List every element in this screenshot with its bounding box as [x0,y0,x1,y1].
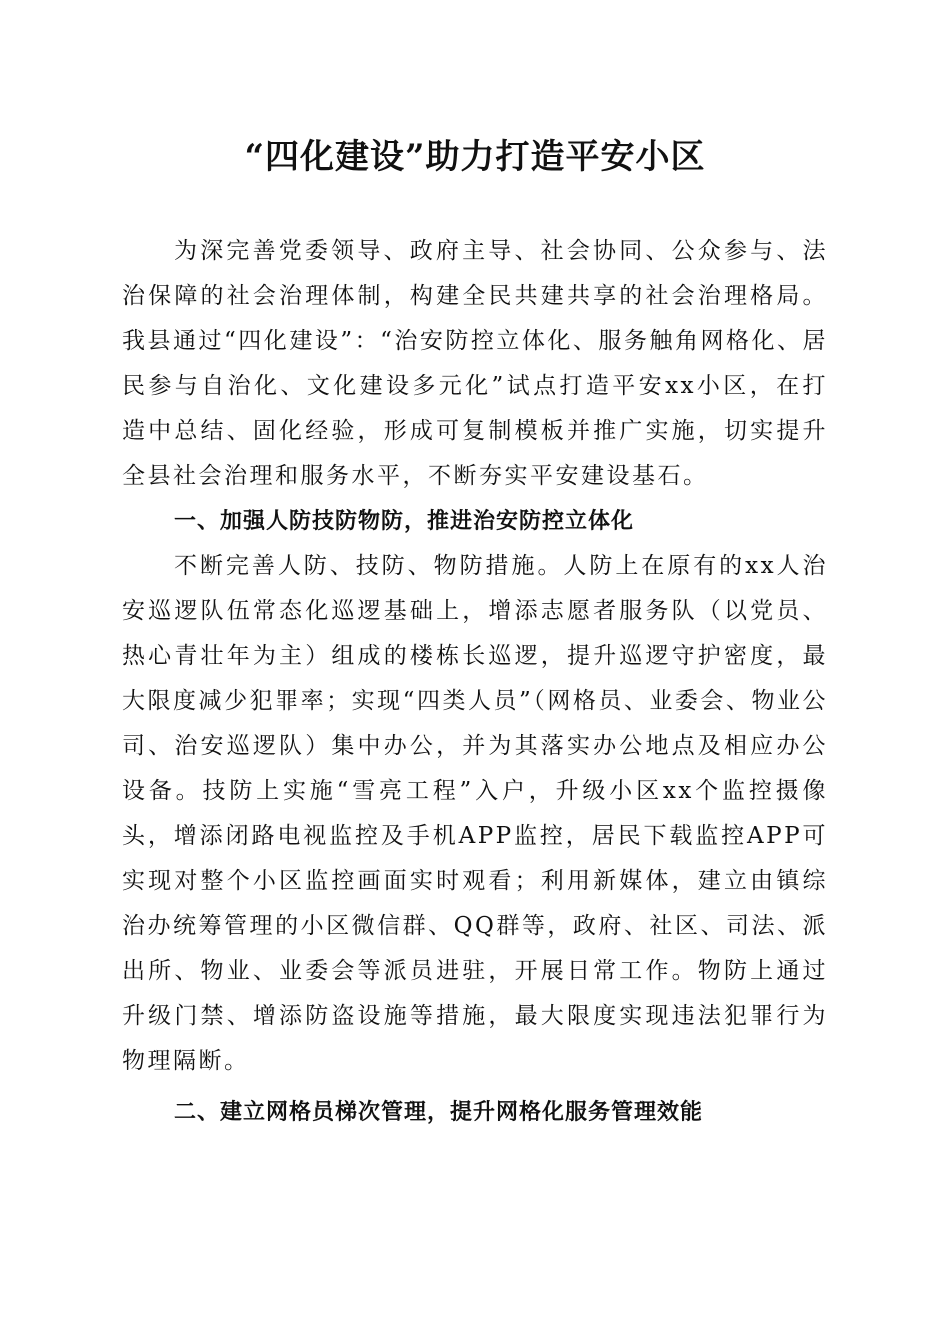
section-heading-2: 二、建立网格员梯次管理，提升网格化服务管理效能 [174,1100,704,1125]
intro-paragraph: 为深完善党委领导、政府主导、社会协同、公众参与、法治保障的社会治理体制，构建全民共建共享的社会治理格局。我县通过“四化建设”：“治安防控立体化、服务触角网格化、居民参与自治化、文化建设多元化”试点打造平安xx小区，在打造中总结、固化经验，形成可复制模板并推广实施，切实提升全县社会治理和服务水平，不断夯实平安建设基石。 [122,238,828,489]
section-heading-1: 一、加强人防技防物防，推进治安防控立体化 [174,509,635,534]
document-body [122,229,828,1135]
section-1-paragraph: 不断完善人防、技防、物防措施。人防上在原有的xx人治安巡逻队伍常态化巡逻基础上，增添志愿者服务队（以党员、热心青壮年为主）组成的楼栋长巡逻，提升巡逻守护密度，最大限度减少犯罪率；实现“四类人员”（网格员、业委会、物业公司、治安巡逻队）集中办公，并为其落实办公地点及相应办公设备。技防上实施“雪亮工程”入户，升级小区xx个监控摄像头，增添闭路电视监控及手机APP监控，居民下载监控APP可实现对整个小区监控画面实时观看；利用新媒体，建立由镇综治办统筹管理的小区微信群、QQ群等，政府、社区、司法、派出所、物业、业委会等派员进驻，开展日常工作。物防上通过升级门禁、增添防盗设施等措施，最大限度实现违法犯罪行为物理隔断。 [122,553,828,1074]
document-title: “四化建设”助力打造平安小区 [244,137,706,177]
